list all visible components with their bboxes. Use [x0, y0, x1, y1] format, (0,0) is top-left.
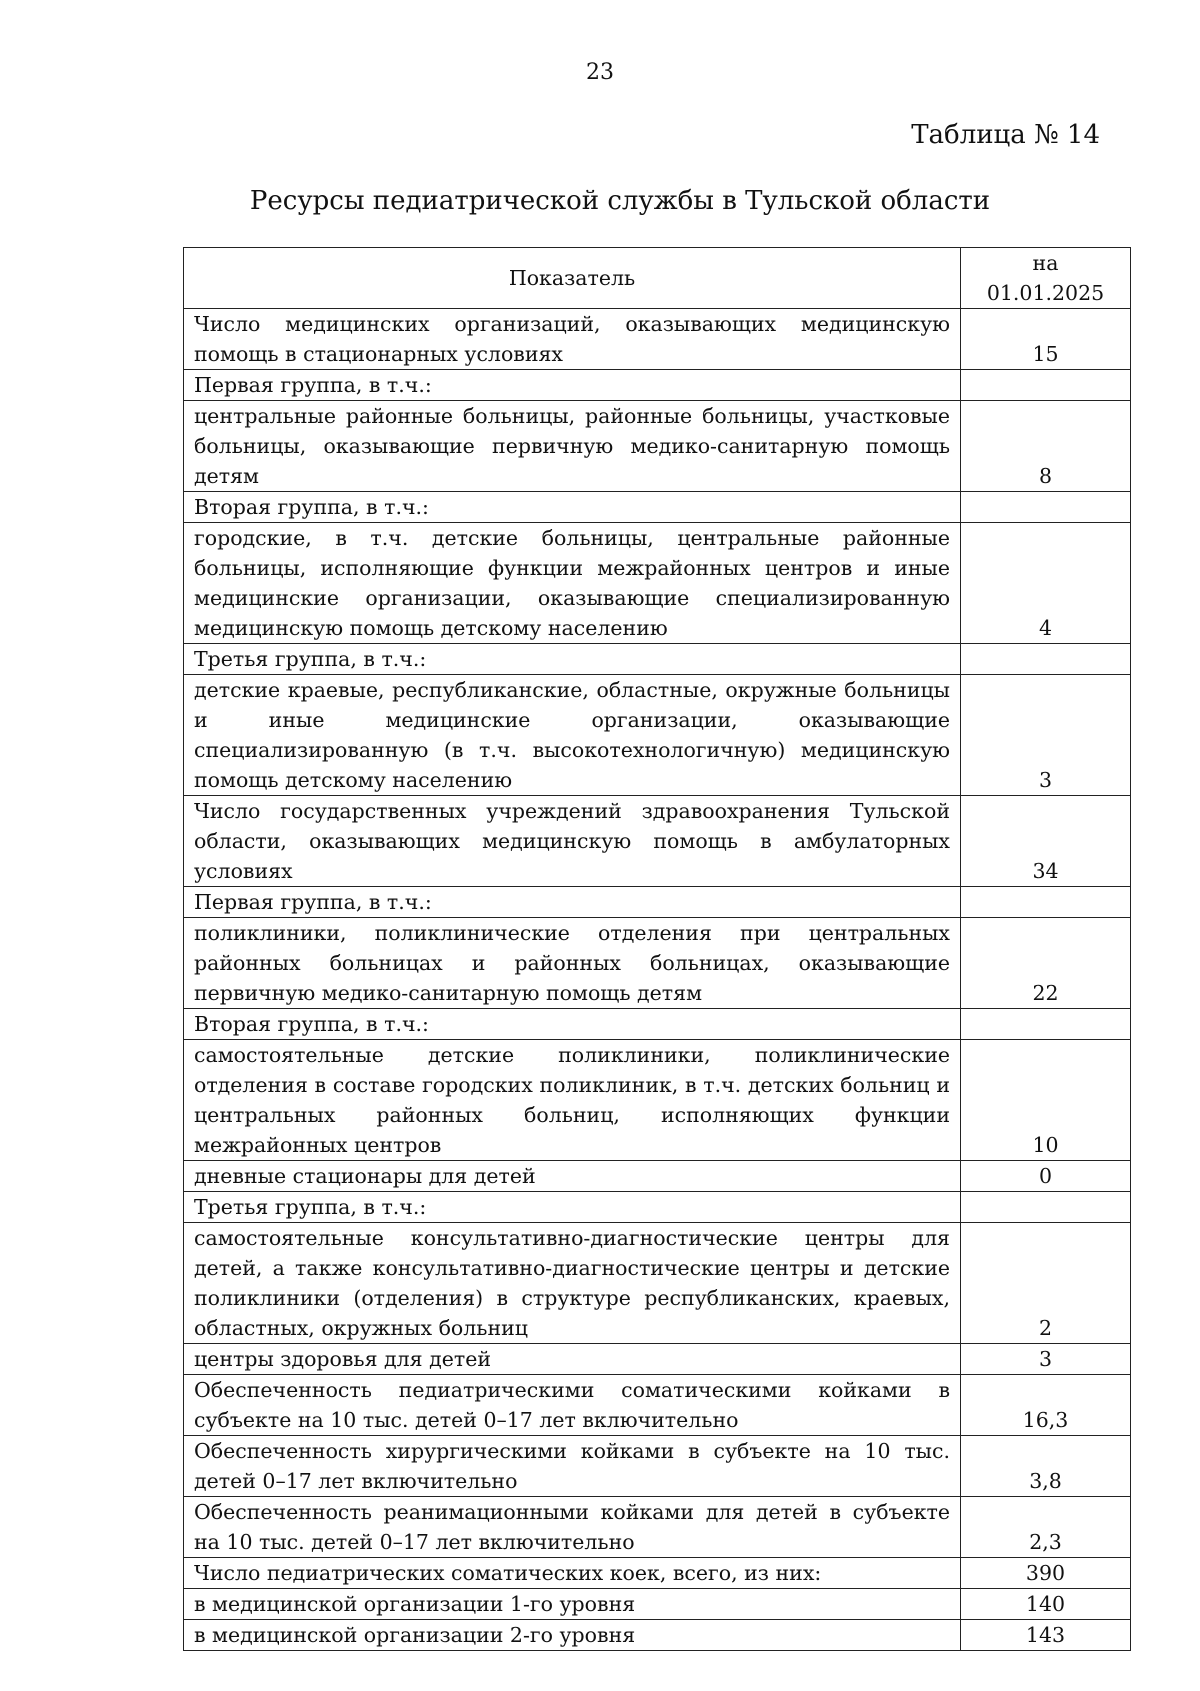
row-indicator: самостоятельные детские поликлиники, поликлинические отделения в составе городских поликлиник, в т.ч. детских больниц и центральных районных больниц, исполняющих функции межрайонных центров — [184, 1040, 961, 1161]
table-label: Таблица № 14 — [911, 120, 1100, 150]
table-row — [184, 1344, 1131, 1375]
row-indicator: центры здоровья для детей — [184, 1344, 961, 1375]
row-value: 390 — [961, 1558, 1131, 1589]
row-value: 143 — [961, 1620, 1131, 1651]
table-row — [184, 1223, 1131, 1344]
row-indicator: в медицинской организации 2-го уровня — [184, 1620, 961, 1651]
row-value: 15 — [961, 309, 1131, 370]
row-indicator: Число педиатрических соматических коек, всего, из них: — [184, 1558, 961, 1589]
row-value — [961, 887, 1131, 918]
row-indicator: Число государственных учреждений здравоохранения Тульской области, оказывающих медицинскую помощь в амбулаторных условиях — [184, 796, 961, 887]
table-row — [184, 1497, 1131, 1558]
row-value: 0 — [961, 1161, 1131, 1192]
row-indicator: Третья группа, в т.ч.: — [184, 1192, 961, 1223]
row-value: 4 — [961, 523, 1131, 644]
row-value — [961, 1009, 1131, 1040]
row-indicator: Вторая группа, в т.ч.: — [184, 492, 961, 523]
row-indicator: в медицинской организации 1-го уровня — [184, 1589, 961, 1620]
row-value: 3,8 — [961, 1436, 1131, 1497]
row-value: 140 — [961, 1589, 1131, 1620]
row-indicator: Обеспеченность реанимационными койками для детей в субъекте на 10 тыс. детей 0–17 лет включительно — [184, 1497, 961, 1558]
row-indicator: поликлиники, поликлинические отделения при центральных районных больницах и районных больницах, оказывающие первичную медико-санитарную помощь детям — [184, 918, 961, 1009]
row-value: 10 — [961, 1040, 1131, 1161]
table-row — [184, 1009, 1131, 1040]
table-row — [184, 1192, 1131, 1223]
table-row — [184, 675, 1131, 796]
row-value: 3 — [961, 675, 1131, 796]
row-indicator: Обеспеченность педиатрическими соматическими койками в субъекте на 10 тыс. детей 0–17 лет включительно — [184, 1375, 961, 1436]
header-indicator: Показатель — [184, 248, 961, 309]
resources-table — [183, 247, 1131, 1651]
row-indicator: Третья группа, в т.ч.: — [184, 644, 961, 675]
table-row — [184, 887, 1131, 918]
table-row — [184, 1161, 1131, 1192]
table-row — [184, 1558, 1131, 1589]
table-row — [184, 523, 1131, 644]
row-indicator: Первая группа, в т.ч.: — [184, 887, 961, 918]
row-value — [961, 1192, 1131, 1223]
row-indicator: дневные стационары для детей — [184, 1161, 961, 1192]
row-indicator: Вторая группа, в т.ч.: — [184, 1009, 961, 1040]
table-row — [184, 492, 1131, 523]
table-row — [184, 918, 1131, 1009]
row-indicator: Число медицинских организаций, оказывающих медицинскую помощь в стационарных условиях — [184, 309, 961, 370]
row-indicator: городские, в т.ч. детские больницы, центральные районные больницы, исполняющие функции межрайонных центров и иные медицинские организации, оказывающие специализированную медицинскую помощь детскому населению — [184, 523, 961, 644]
table-header-row — [184, 248, 1131, 309]
table-row — [184, 1589, 1131, 1620]
row-indicator: самостоятельные консультативно-диагностические центры для детей, а также консультативно-диагностические центры и детские поликлиники (отделения) в структуре республиканских, краевых, областных, окружных больниц — [184, 1223, 961, 1344]
header-date: на 01.01.2025 — [961, 248, 1131, 309]
row-indicator: Первая группа, в т.ч.: — [184, 370, 961, 401]
table-row — [184, 401, 1131, 492]
table-row — [184, 644, 1131, 675]
row-value — [961, 644, 1131, 675]
row-value: 34 — [961, 796, 1131, 887]
table-row — [184, 1620, 1131, 1651]
row-value — [961, 370, 1131, 401]
document-title: Ресурсы педиатрической службы в Тульской области — [249, 186, 991, 216]
table-body — [184, 309, 1131, 1651]
table-row — [184, 1436, 1131, 1497]
row-indicator: детские краевые, республиканские, областные, окружные больницы и иные медицинские организации, оказывающие специализированную (в т.ч. высокотехнологичную) медицинскую помощь детскому населению — [184, 675, 961, 796]
table-row — [184, 796, 1131, 887]
page-number: 23 — [586, 60, 614, 85]
row-value: 22 — [961, 918, 1131, 1009]
row-value: 3 — [961, 1344, 1131, 1375]
row-value: 2 — [961, 1223, 1131, 1344]
table-row — [184, 1040, 1131, 1161]
row-value: 16,3 — [961, 1375, 1131, 1436]
row-value: 2,3 — [961, 1497, 1131, 1558]
row-indicator: Обеспеченность хирургическими койками в субъекте на 10 тыс. детей 0–17 лет включительно — [184, 1436, 961, 1497]
table-row — [184, 309, 1131, 370]
table-row — [184, 370, 1131, 401]
table-row — [184, 1375, 1131, 1436]
row-value — [961, 492, 1131, 523]
row-value: 8 — [961, 401, 1131, 492]
row-indicator: центральные районные больницы, районные больницы, участковые больницы, оказывающие первичную медико-санитарную помощь детям — [184, 401, 961, 492]
